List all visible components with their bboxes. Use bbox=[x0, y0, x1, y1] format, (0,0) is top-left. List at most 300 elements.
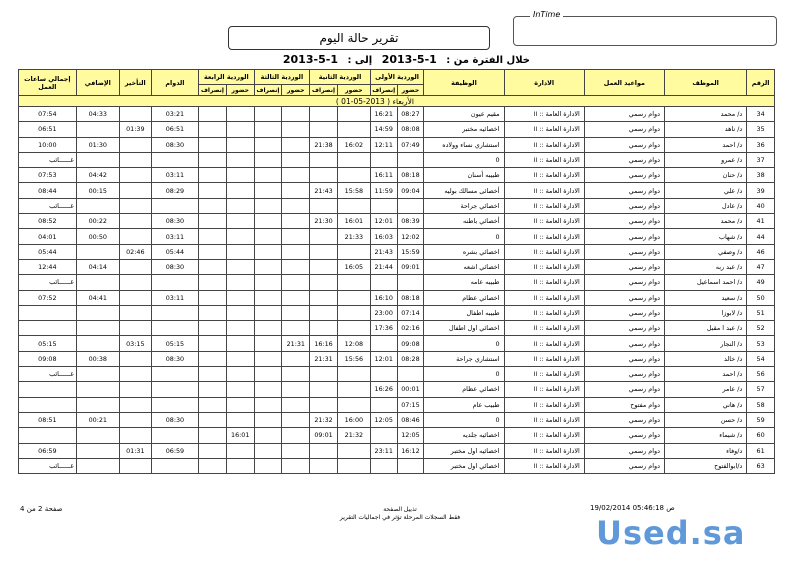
cell-s4in bbox=[226, 122, 254, 137]
cell-job: اخصائي بشره bbox=[424, 244, 504, 259]
cell-s3out bbox=[254, 351, 282, 366]
cell-s4out bbox=[199, 122, 227, 137]
col-duty: الدوام bbox=[151, 70, 198, 96]
cell-num: 54 bbox=[747, 351, 775, 366]
cell-late bbox=[119, 214, 151, 229]
cell-dept: الادارة العامة :: ll bbox=[504, 351, 584, 366]
cell-s1in bbox=[397, 275, 424, 290]
cell-s4out bbox=[199, 107, 227, 122]
cell-duty: 03:11 bbox=[151, 290, 198, 305]
cell-s4in bbox=[226, 321, 254, 336]
cell-duty: 08:29 bbox=[151, 183, 198, 198]
cell-late bbox=[119, 428, 151, 443]
cell-job: اخصائي عظام bbox=[424, 382, 504, 397]
cell-num: 40 bbox=[747, 198, 775, 213]
table-row bbox=[19, 152, 775, 167]
cell-job: أخصائى مسالك بوليه bbox=[424, 183, 504, 198]
cell-s4in bbox=[226, 458, 254, 473]
cell-total: 09:08 bbox=[19, 351, 77, 366]
cell-s2out: 21:43 bbox=[310, 183, 338, 198]
cell-sched: دوام رسمي bbox=[584, 168, 664, 183]
cell-job: 0 bbox=[424, 152, 504, 167]
cell-s4out bbox=[199, 367, 227, 382]
cell-sched: دوام رسمي bbox=[584, 198, 664, 213]
cell-s1in: 09:04 bbox=[397, 183, 424, 198]
cell-s1in bbox=[397, 367, 424, 382]
cell-s1in: 08:46 bbox=[397, 412, 424, 427]
cell-s3out bbox=[254, 443, 282, 458]
table-row bbox=[19, 305, 775, 320]
cell-s1in: 07:14 bbox=[397, 305, 424, 320]
cell-s1out: 12:11 bbox=[370, 137, 397, 152]
cell-extra bbox=[76, 443, 119, 458]
cell-sched: دوام رسمي bbox=[584, 137, 664, 152]
cell-duty bbox=[151, 198, 198, 213]
cell-emp: د/ علي bbox=[664, 183, 746, 198]
cell-dept: الادارة العامة :: ll bbox=[504, 305, 584, 320]
cell-num: 52 bbox=[747, 321, 775, 336]
cell-s2in: 16:05 bbox=[337, 259, 370, 274]
cell-s3out bbox=[254, 397, 282, 412]
cell-s2in bbox=[337, 152, 370, 167]
cell-s3out bbox=[254, 244, 282, 259]
cell-s3in bbox=[282, 290, 310, 305]
cell-s1out bbox=[370, 367, 397, 382]
cell-duty: 03:21 bbox=[151, 107, 198, 122]
cell-s3in bbox=[282, 107, 310, 122]
cell-dept: الادارة العامة :: ll bbox=[504, 290, 584, 305]
brand-label: InTime bbox=[530, 10, 563, 19]
cell-s1out bbox=[370, 152, 397, 167]
attendance-table bbox=[18, 69, 775, 474]
cell-dept: الادارة العامة :: ll bbox=[504, 336, 584, 351]
cell-late bbox=[119, 458, 151, 473]
cell-s4out bbox=[199, 198, 227, 213]
table-row bbox=[19, 458, 775, 473]
cell-s1in bbox=[397, 198, 424, 213]
cell-s4in bbox=[226, 107, 254, 122]
col-shift4-in: حضور bbox=[226, 85, 254, 96]
print-datetime: 19/02/2014 05:46:18 ص bbox=[590, 504, 675, 512]
cell-num: 47 bbox=[747, 259, 775, 274]
cell-sched: دوام رسمي bbox=[584, 458, 664, 473]
cell-s2out bbox=[310, 259, 338, 274]
table-row bbox=[19, 259, 775, 274]
cell-s1in: 12:02 bbox=[397, 229, 424, 244]
cell-late bbox=[119, 275, 151, 290]
cell-late bbox=[119, 412, 151, 427]
cell-extra bbox=[76, 198, 119, 213]
table-row bbox=[19, 321, 775, 336]
cell-sched: دوام رسمي bbox=[584, 183, 664, 198]
cell-s3in bbox=[282, 152, 310, 167]
cell-s1out: 14:59 bbox=[370, 122, 397, 137]
cell-emp: د/ احمد اسماعيل bbox=[664, 275, 746, 290]
cell-total: غــــــائب bbox=[19, 367, 77, 382]
cell-emp: د/ شهاب bbox=[664, 229, 746, 244]
cell-emp: د/ احمد bbox=[664, 137, 746, 152]
cell-s3in bbox=[282, 351, 310, 366]
cell-s2out bbox=[310, 382, 338, 397]
cell-s1out: 17:36 bbox=[370, 321, 397, 336]
cell-duty bbox=[151, 397, 198, 412]
cell-s1out bbox=[370, 198, 397, 213]
cell-s4in bbox=[226, 367, 254, 382]
cell-dept: الادارة العامة :: ll bbox=[504, 458, 584, 473]
cell-late bbox=[119, 290, 151, 305]
cell-extra bbox=[76, 152, 119, 167]
cell-late bbox=[119, 382, 151, 397]
cell-s1out: 16:26 bbox=[370, 382, 397, 397]
cell-s3in bbox=[282, 382, 310, 397]
cell-s1in: 07:49 bbox=[397, 137, 424, 152]
cell-late bbox=[119, 305, 151, 320]
cell-s3out bbox=[254, 259, 282, 274]
cell-s4out bbox=[199, 428, 227, 443]
cell-s4in bbox=[226, 382, 254, 397]
cell-duty bbox=[151, 367, 198, 382]
cell-s1in: 08:18 bbox=[397, 290, 424, 305]
cell-s4in bbox=[226, 229, 254, 244]
cell-extra bbox=[76, 367, 119, 382]
cell-s4out bbox=[199, 244, 227, 259]
table-row bbox=[19, 351, 775, 366]
cell-s4out bbox=[199, 321, 227, 336]
cell-s2in: 12:08 bbox=[337, 336, 370, 351]
cell-dept: الادارة العامة :: ll bbox=[504, 183, 584, 198]
cell-extra: 00:15 bbox=[76, 183, 119, 198]
cell-emp: د/ حنان bbox=[664, 168, 746, 183]
cell-s1in: 08:28 bbox=[397, 351, 424, 366]
cell-dept: الادارة العامة :: ll bbox=[504, 168, 584, 183]
cell-s2in bbox=[337, 382, 370, 397]
cell-emp: د/ لابوزا bbox=[664, 305, 746, 320]
footer-note bbox=[300, 506, 500, 522]
cell-s3out bbox=[254, 229, 282, 244]
cell-s2out: 21:30 bbox=[310, 214, 338, 229]
cell-s1out bbox=[370, 275, 397, 290]
cell-job: اخصائي اول اطفال bbox=[424, 321, 504, 336]
cell-dept: الادارة العامة :: ll bbox=[504, 229, 584, 244]
cell-duty bbox=[151, 428, 198, 443]
cell-num: 46 bbox=[747, 244, 775, 259]
cell-dept: الادارة العامة :: ll bbox=[504, 107, 584, 122]
cell-duty: 06:51 bbox=[151, 122, 198, 137]
cell-s1in: 09:01 bbox=[397, 259, 424, 274]
period-to-label: إلى : bbox=[347, 55, 373, 66]
table-row bbox=[19, 229, 775, 244]
cell-total: 06:51 bbox=[19, 122, 77, 137]
cell-s2in: 16:01 bbox=[337, 214, 370, 229]
cell-emp: د/ شيماء bbox=[664, 428, 746, 443]
table-row bbox=[19, 412, 775, 427]
cell-emp: د/ابوالفتوح bbox=[664, 458, 746, 473]
cell-s1out: 16:11 bbox=[370, 168, 397, 183]
cell-job: أخصائي باطنه bbox=[424, 214, 504, 229]
cell-s2out bbox=[310, 367, 338, 382]
cell-sched: دوام رسمي bbox=[584, 290, 664, 305]
cell-s3out bbox=[254, 458, 282, 473]
cell-late: 01:31 bbox=[119, 443, 151, 458]
cell-s2in: 21:33 bbox=[337, 229, 370, 244]
cell-dept: الادارة العامة :: ll bbox=[504, 214, 584, 229]
cell-total: 05:44 bbox=[19, 244, 77, 259]
cell-emp: د/ عبد ربه bbox=[664, 259, 746, 274]
cell-num: 61 bbox=[747, 443, 775, 458]
cell-num: 53 bbox=[747, 336, 775, 351]
cell-s1out bbox=[370, 428, 397, 443]
table-row bbox=[19, 137, 775, 152]
cell-total: غــــــائب bbox=[19, 458, 77, 473]
cell-s1out: 21:43 bbox=[370, 244, 397, 259]
cell-sched: دوام رسمي bbox=[584, 214, 664, 229]
cell-sched: دوام رسمي bbox=[584, 428, 664, 443]
cell-s3out bbox=[254, 382, 282, 397]
cell-s2out: 21:38 bbox=[310, 137, 338, 152]
col-shift2-out: إنصراف bbox=[310, 85, 338, 96]
cell-extra bbox=[76, 321, 119, 336]
cell-dept: الادارة العامة :: ll bbox=[504, 275, 584, 290]
cell-s1out: 23:11 bbox=[370, 443, 397, 458]
cell-duty: 05:15 bbox=[151, 336, 198, 351]
cell-emp: د/ سعيد bbox=[664, 290, 746, 305]
cell-num: 36 bbox=[747, 137, 775, 152]
table-row bbox=[19, 244, 775, 259]
cell-s3in bbox=[282, 321, 310, 336]
cell-sched: دوام رسمي bbox=[584, 351, 664, 366]
cell-sched: دوام رسمي bbox=[584, 275, 664, 290]
cell-s2out bbox=[310, 275, 338, 290]
cell-s1out: 12:01 bbox=[370, 351, 397, 366]
cell-dept: الادارة العامة :: ll bbox=[504, 137, 584, 152]
cell-s4in bbox=[226, 290, 254, 305]
cell-s4in bbox=[226, 137, 254, 152]
cell-job: طبيب عام bbox=[424, 397, 504, 412]
cell-total: 06:59 bbox=[19, 443, 77, 458]
cell-job: 0 bbox=[424, 412, 504, 427]
cell-s2in: 16:02 bbox=[337, 137, 370, 152]
col-num: الرقم bbox=[747, 70, 775, 96]
cell-s4in bbox=[226, 336, 254, 351]
cell-s2out bbox=[310, 290, 338, 305]
cell-total: 08:51 bbox=[19, 412, 77, 427]
cell-s4in: 16:01 bbox=[226, 428, 254, 443]
cell-job: اخصائي عظام bbox=[424, 290, 504, 305]
cell-total: غــــــائب bbox=[19, 152, 77, 167]
cell-sched: دوام رسمي bbox=[584, 152, 664, 167]
cell-total: 04:01 bbox=[19, 229, 77, 244]
cell-total bbox=[19, 382, 77, 397]
cell-duty bbox=[151, 275, 198, 290]
cell-s2out bbox=[310, 458, 338, 473]
cell-duty: 08:30 bbox=[151, 214, 198, 229]
cell-s2in bbox=[337, 397, 370, 412]
cell-sched: دوام رسمي bbox=[584, 229, 664, 244]
cell-s2in bbox=[337, 367, 370, 382]
table-row bbox=[19, 428, 775, 443]
cell-total bbox=[19, 305, 77, 320]
report-period bbox=[230, 53, 530, 67]
cell-emp: د/ النجار bbox=[664, 336, 746, 351]
cell-job: اخصائي جراحة bbox=[424, 198, 504, 213]
cell-total: 05:15 bbox=[19, 336, 77, 351]
cell-duty bbox=[151, 458, 198, 473]
cell-s3out bbox=[254, 137, 282, 152]
cell-s1in: 08:08 bbox=[397, 122, 424, 137]
cell-emp: د/ وصفي bbox=[664, 244, 746, 259]
cell-job: طبيبه عامه bbox=[424, 275, 504, 290]
cell-s2out: 21:32 bbox=[310, 412, 338, 427]
cell-s1out: 16:03 bbox=[370, 229, 397, 244]
cell-num: 56 bbox=[747, 367, 775, 382]
cell-s4out bbox=[199, 168, 227, 183]
table-row bbox=[19, 290, 775, 305]
cell-dept: الادارة العامة :: ll bbox=[504, 244, 584, 259]
cell-late bbox=[119, 321, 151, 336]
cell-s3out bbox=[254, 152, 282, 167]
table-row bbox=[19, 198, 775, 213]
cell-s1in bbox=[397, 152, 424, 167]
cell-job: 0 bbox=[424, 229, 504, 244]
cell-num: 37 bbox=[747, 152, 775, 167]
table-row bbox=[19, 183, 775, 198]
cell-s3out bbox=[254, 183, 282, 198]
table-row bbox=[19, 275, 775, 290]
cell-duty: 08:30 bbox=[151, 412, 198, 427]
cell-s4out bbox=[199, 336, 227, 351]
cell-num: 41 bbox=[747, 214, 775, 229]
cell-s2out bbox=[310, 107, 338, 122]
cell-s3out bbox=[254, 412, 282, 427]
cell-s4in bbox=[226, 198, 254, 213]
cell-s2out: 16:16 bbox=[310, 336, 338, 351]
cell-total bbox=[19, 428, 77, 443]
cell-s1in: 12:05 bbox=[397, 428, 424, 443]
table-row bbox=[19, 214, 775, 229]
cell-s1in: 02:16 bbox=[397, 321, 424, 336]
cell-s1in: 07:15 bbox=[397, 397, 424, 412]
cell-job: استشاري نساء وولاده bbox=[424, 137, 504, 152]
cell-late bbox=[119, 107, 151, 122]
cell-dept: الادارة العامة :: ll bbox=[504, 367, 584, 382]
cell-num: 51 bbox=[747, 305, 775, 320]
cell-duty bbox=[151, 382, 198, 397]
cell-extra bbox=[76, 122, 119, 137]
cell-s2in bbox=[337, 443, 370, 458]
cell-s1in: 16:12 bbox=[397, 443, 424, 458]
cell-sched: دوام رسمي bbox=[584, 244, 664, 259]
cell-dept: الادارة العامة :: ll bbox=[504, 412, 584, 427]
cell-s4in bbox=[226, 183, 254, 198]
cell-extra: 04:14 bbox=[76, 259, 119, 274]
cell-extra bbox=[76, 275, 119, 290]
period-to: 1-5-2013 bbox=[282, 53, 338, 66]
cell-emp: د/ عبد ا مقبل bbox=[664, 321, 746, 336]
cell-num: 39 bbox=[747, 183, 775, 198]
cell-s3in bbox=[282, 122, 310, 137]
col-shift1-out: إنصراف bbox=[372, 86, 396, 94]
cell-extra bbox=[76, 428, 119, 443]
cell-s2in bbox=[337, 321, 370, 336]
cell-s3out bbox=[254, 321, 282, 336]
cell-s3in bbox=[282, 229, 310, 244]
cell-s3out bbox=[254, 198, 282, 213]
cell-late bbox=[119, 229, 151, 244]
cell-s2out bbox=[310, 305, 338, 320]
cell-s4in bbox=[226, 152, 254, 167]
cell-extra bbox=[76, 305, 119, 320]
cell-job: طبيبه أسنان bbox=[424, 168, 504, 183]
cell-s2out bbox=[310, 244, 338, 259]
cell-s4out bbox=[199, 458, 227, 473]
cell-emp: د/ ناهد bbox=[664, 122, 746, 137]
cell-emp: د/ محمد bbox=[664, 107, 746, 122]
cell-s4out bbox=[199, 214, 227, 229]
cell-s3in: 21:31 bbox=[282, 336, 310, 351]
col-extra: الإضافي bbox=[76, 70, 119, 96]
cell-dept: الادارة العامة :: ll bbox=[504, 428, 584, 443]
cell-sched: دوام مفتوح bbox=[584, 397, 664, 412]
cell-extra: 04:41 bbox=[76, 290, 119, 305]
col-employee: الموظف bbox=[664, 70, 746, 96]
cell-dept: الادارة العامة :: ll bbox=[504, 443, 584, 458]
cell-dept: الادارة العامة :: ll bbox=[504, 259, 584, 274]
cell-duty bbox=[151, 152, 198, 167]
cell-total: 07:53 bbox=[19, 168, 77, 183]
cell-sched: دوام رسمي bbox=[584, 412, 664, 427]
col-total: إجمالي ساعات العمل bbox=[19, 70, 77, 96]
cell-sched: دوام رسمي bbox=[584, 122, 664, 137]
cell-job: اخصائي اشعه bbox=[424, 259, 504, 274]
cell-s1in: 00:01 bbox=[397, 382, 424, 397]
cell-s4in bbox=[226, 244, 254, 259]
footer-line2: فقط السجلات المرحلة تؤثر في اجماليات التقرير bbox=[339, 514, 461, 521]
cell-job: طبيبه اطفال bbox=[424, 305, 504, 320]
cell-s2in: 15:56 bbox=[337, 351, 370, 366]
col-shift2: الوردية الثانية bbox=[310, 70, 371, 85]
cell-s3out bbox=[254, 168, 282, 183]
cell-s4out bbox=[199, 397, 227, 412]
col-shift1-in: حضور bbox=[397, 85, 424, 96]
cell-s3in bbox=[282, 275, 310, 290]
cell-job: 0 bbox=[424, 336, 504, 351]
cell-late bbox=[119, 168, 151, 183]
cell-total: 08:52 bbox=[19, 214, 77, 229]
cell-dept: الادارة العامة :: ll bbox=[504, 198, 584, 213]
cell-extra: 04:42 bbox=[76, 168, 119, 183]
cell-dept: الادارة العامة :: ll bbox=[504, 321, 584, 336]
cell-s1out: 12:05 bbox=[370, 412, 397, 427]
cell-late bbox=[119, 198, 151, 213]
col-shift3-out: إنصراف bbox=[254, 85, 282, 96]
cell-s4out bbox=[199, 259, 227, 274]
day-row bbox=[19, 96, 775, 107]
col-late: التأخير bbox=[119, 70, 151, 96]
cell-s4out bbox=[199, 412, 227, 427]
cell-extra bbox=[76, 382, 119, 397]
cell-s4out bbox=[199, 290, 227, 305]
cell-extra bbox=[76, 336, 119, 351]
cell-duty: 08:30 bbox=[151, 259, 198, 274]
cell-s3in bbox=[282, 168, 310, 183]
footer-line1: تذييل الصفحة bbox=[383, 506, 417, 513]
cell-emp: د/ احمد bbox=[664, 367, 746, 382]
cell-s1out bbox=[370, 336, 397, 351]
cell-sched: دوام رسمي bbox=[584, 305, 664, 320]
cell-s3out bbox=[254, 336, 282, 351]
cell-s3in bbox=[282, 367, 310, 382]
table-row bbox=[19, 443, 775, 458]
